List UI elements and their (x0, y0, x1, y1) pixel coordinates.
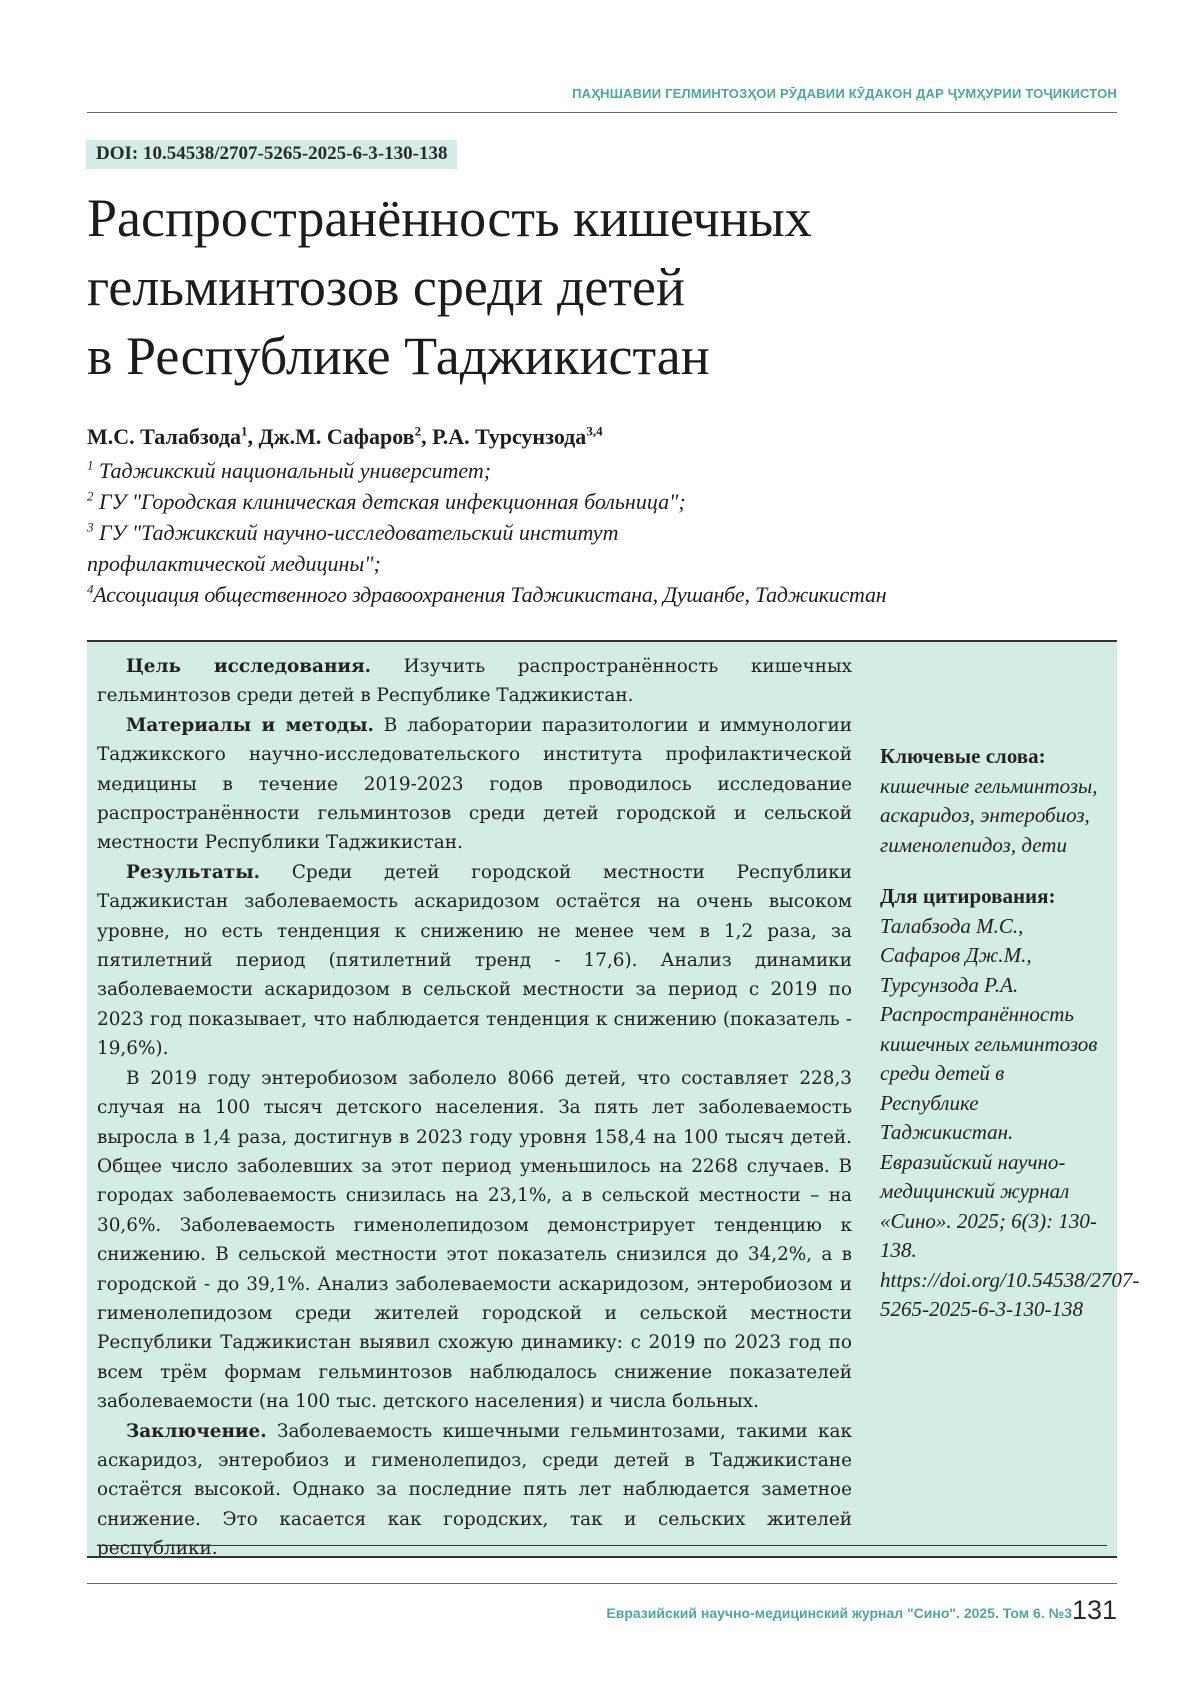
abstract-sidebar (880, 742, 1105, 1325)
page-number: 131 (1072, 1595, 1117, 1626)
affiliation-number: 1 (87, 458, 94, 473)
title-line: в Республике Таджикистан (87, 322, 1117, 391)
author-separator: , (248, 424, 259, 449)
affiliation-text: Таджикский национальный университет; (99, 458, 491, 483)
affiliation-number: 3 (87, 520, 94, 535)
author-affiliation-mark: 1 (241, 424, 248, 439)
abstract-results-text: Среди детей городской местности Республики Таджикистан заболеваемость аскаридозом остаётся на очень высоком уровне, но есть тенденция к снижению не менее чем в 1,2 раза, за пятилетний период (пятилетний тренд - 17,6). Анализ динамики заболеваемости аскаридозом в сельской местности за период с 2019 по 2023 год показывает, что наблюдается тенденция к снижению (показатель - 19,6%). (97, 862, 852, 1059)
affiliation-list (87, 455, 1127, 610)
keywords-block (880, 742, 1105, 860)
abstract-aim-text: Изучить распространённость кишечных гельминтозов среди детей в Республике Таджикистан. (97, 656, 852, 706)
author-separator: , (421, 424, 432, 449)
author-list (87, 424, 603, 450)
abstract-results-text-2: В 2019 году энтеробиозом заболело 8066 детей, что составляет 228,3 случая на 100 тысяч детского населения. За пять лет заболеваемость выросла в 1,4 раза, достигнув в 2023 году уровня 158,4 на 100 тысяч детей. Общее число заболевших за этот период уменьшилось на 2268 случаев. В городах заболеваемость снизилась на 23,1%, а в сельской местности – на 30,6%. Заболеваемость гименолепидозом демонстрирует тенденцию к снижению. В сельской местности этот показатель снизился до 34,2%, а в городской - до 39,1%. Анализ заболеваемости аскаридозом, энтеробиозом и гименолепидозом среди жителей городской и сельской местности Республики Таджикистан выявил схожую динамику: с 2019 по 2023 год по всем трём формам гельминтозов наблюдалось снижение показателей заболеваемости (на 100 тыс. детского населения) и числа больных. (97, 1068, 852, 1412)
header-divider (87, 112, 1117, 113)
abstract-conclusion-text: Заболеваемость кишечными гельминтозами, такими как аскаридоз, энтеробиоз и гименолепидоз, среди детей в Таджикистане остаётся высокой. Однако за последние пять лет наблюдается заметное снижение. Это касается как городских, так и сельских жителей республики. (97, 1421, 852, 1560)
affiliation-text: профилактической медицины"; (87, 551, 381, 576)
abstract-methods-text: В лаборатории паразитологии и иммунологии Таджикского научно-исследовательского института профилактической медицины в течение 2019-2023 годов проводилось исследование распространённости гельминтозов среди детей городской и сельской местности Республики Таджикистан. (97, 715, 852, 854)
citation-block (880, 882, 1105, 1325)
affiliation-item (87, 486, 1127, 517)
abstract-bottom-rule-inner (97, 1545, 1107, 1546)
affiliation-text: ГУ "Таджикский научно-исследовательский институт (99, 520, 618, 545)
author-name: Дж.М. Сафаров (259, 424, 415, 449)
affiliation-item (87, 517, 1127, 548)
affiliation-item (87, 579, 1127, 610)
abstract-body (97, 652, 852, 1564)
abstract-conclusion (97, 1417, 852, 1564)
title-line: Распространённость кишечных (87, 184, 1117, 253)
footer-divider (87, 1583, 1117, 1584)
citation-text[interactable]: Талабзода М.С., Сафаров Дж.М., Турсунзода Р.А. Распространённость кишечных гельминтозов среди детей в Республике Таджикистан. Евразийский научно-медицинский журнал «Сино». 2025; 6(3): 130-138. https://doi.org/10.54538/2707-5265-2025-6-3-130-138 (880, 912, 1105, 1325)
abstract-box (87, 640, 1117, 1557)
keywords-text: кишечные гельминтозы, аскаридоз, энтеробиоз, гименолепидоз, дети (880, 772, 1105, 861)
doi-badge[interactable]: DOI: 10.54538/2707-5265-2025-6-3-130-138 (86, 140, 457, 169)
article-title (87, 184, 1117, 391)
affiliation-text: Ассоциация общественного здравоохранения Таджикистана, Душанбе, Таджикистан (93, 582, 886, 607)
running-header: ПАҲНШАВИИ ГЕЛМИНТОЗҲОИ РӮДАВИИ КӮДАКОН ДАР ҶУМҲУРИИ ТОҶИКИСТОН (0, 86, 1117, 101)
affiliation-item-continued (87, 548, 1127, 579)
abstract-bottom-rule-outer (87, 1556, 1117, 1558)
author-name: М.С. Талабзода (87, 424, 241, 449)
abstract-aim-label: Цель исследования. (126, 656, 371, 677)
affiliation-number: 4 (87, 582, 93, 597)
author-affiliation-mark: 3,4 (586, 424, 602, 439)
affiliation-number: 2 (87, 489, 94, 504)
author-name: Р.А. Турсунзода (432, 424, 586, 449)
abstract-methods (97, 711, 852, 858)
author-affiliation-mark: 2 (415, 424, 422, 439)
title-line: гельминтозов среди детей (87, 253, 1117, 322)
abstract-methods-label: Материалы и методы. (126, 715, 374, 736)
abstract-results-continued (97, 1064, 852, 1417)
abstract-results (97, 858, 852, 1064)
affiliation-item (87, 455, 1127, 486)
citation-label: Для цитирования: (880, 882, 1105, 912)
journal-reference: Евразийский научно-медицинский журнал "Сино". 2025. Том 6. №3 (606, 1605, 1072, 1621)
abstract-results-label: Результаты. (126, 862, 260, 883)
keywords-label: Ключевые слова: (880, 742, 1105, 772)
affiliation-text: ГУ "Городская клиническая детская инфекционная больница"; (99, 489, 686, 514)
abstract-conclusion-label: Заключение. (126, 1421, 267, 1442)
abstract-aim (97, 652, 852, 711)
